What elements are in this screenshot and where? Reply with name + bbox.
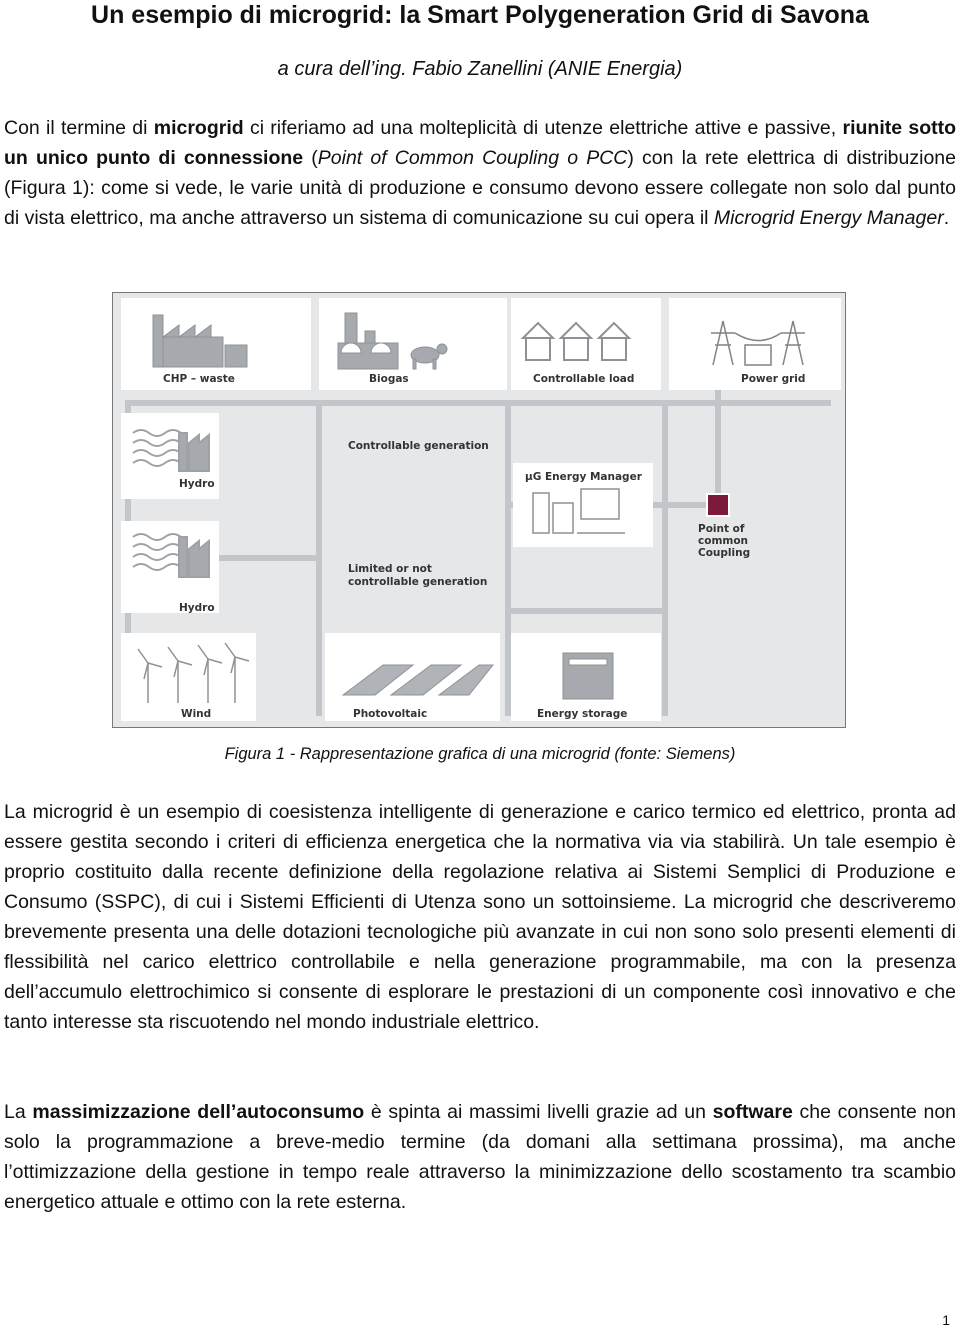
pcc-marker — [707, 494, 729, 516]
figure-caption: Figura 1 - Rappresentazione grafica di una microgrid (fonte: Siemens) — [224, 745, 736, 763]
body-paragraph-2: La microgrid è un esempio di coesistenza intelligente di generazione e carico termico ed elettrico, pronta ad essere gestita secondo i criteri di efficienza energetica che la normativa via via stabilirà. Un tale esempio è proprio costituito dalla recente definizione della regolazione relativa ai Sistemi Semplici di Produzione e Consumo (SSPC), di cui i Sistemi Efficienti di Utenza sono un sottoinsieme. La microgrid che descriveremo brevemente presenta una delle dotazioni tecnologiche più avanzate in cui non sono solo presenti elementi di flessibilità nel carico elettrico controllabile e nella generazione programmabile, ma con la presenza dell’accumulo elettrochimico si consente di esplorare le prestazioni di un componente così innovativo e che tanto interesse sta riscuotendo nel mondo industriale elettrico. — [4, 801, 956, 1033]
label-pcc-2: common — [698, 535, 749, 547]
label-controllable-generation: Controllable generation — [348, 440, 489, 452]
label-photovoltaic: Photovoltaic — [353, 708, 428, 720]
label-pcc-1: Point of — [698, 523, 745, 535]
label-controllable-load: Controllable load — [533, 373, 635, 385]
page-number: 1 — [942, 1312, 950, 1328]
label-limited-1: Limited or not — [348, 563, 432, 575]
label-energy-manager: µG Energy Manager — [525, 471, 642, 483]
body-paragraph-3: La massimizzazione dell’autoconsumo è spinta ai massimi livelli grazie ad un software che consente non solo la programmazione a breve-medio termine (da domani alla settimana prossima), ma anche l’ottimizzazione della gestione in tempo reale attraverso la minimizzazione dello scostamento tra scambio energetico attuale e ottimo con la rete esterna. — [4, 1101, 957, 1213]
author-line: a cura dell’ing. Fabio Zanellini (ANIE Energia) — [277, 58, 683, 80]
label-hydro-top: Hydro — [179, 478, 215, 490]
label-limited-2: controllable generation — [348, 576, 488, 588]
label-power-grid: Power grid — [741, 373, 806, 385]
intro-paragraph: Con il termine di microgrid ci riferiamo ad una molteplicità di utenze elettriche attive e passive, riunite sotto un unico punto di connessione (Point of Common Coupling o PCC) con la rete elettrica di distribuzione (Figura 1): come si vede, le varie unità di produzione e consumo devono essere collegate non solo dal punto di vista elettrico, ma anche attraverso un sistema di comunicazione su cui opera il Microgrid Energy Manager. — [4, 117, 956, 229]
label-chp: CHP – waste — [163, 373, 235, 385]
label-pcc-3: Coupling — [698, 547, 751, 559]
document-title: Un esempio di microgrid: la Smart Polygeneration Grid di Savona — [91, 1, 869, 29]
microgrid-figure — [112, 292, 846, 728]
energy-storage-icon — [563, 653, 613, 699]
label-hydro-bottom: Hydro — [179, 602, 215, 614]
label-energy-storage: Energy storage — [537, 708, 628, 720]
label-wind: Wind — [181, 708, 212, 720]
controllable-load-icon — [523, 323, 629, 360]
label-biogas: Biogas — [369, 373, 409, 385]
